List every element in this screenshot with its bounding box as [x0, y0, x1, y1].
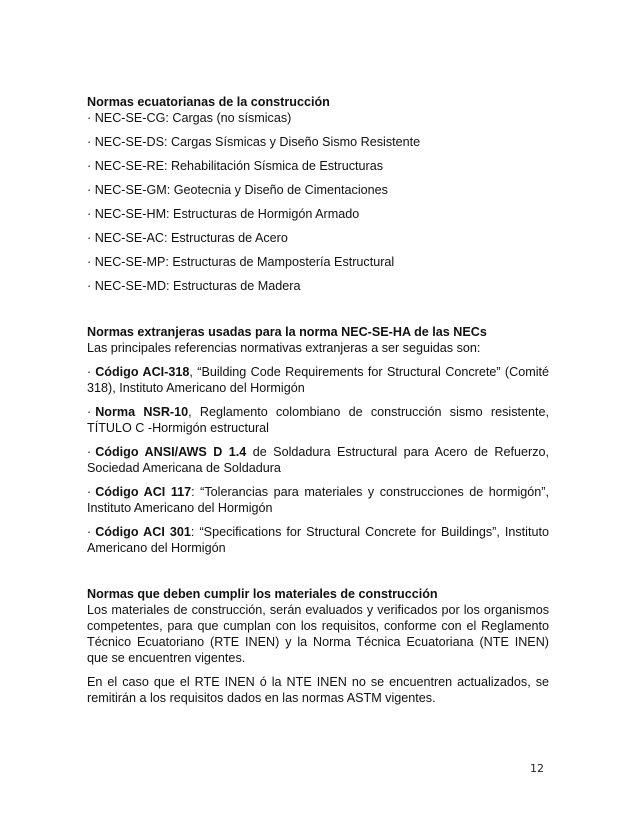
bullet: · — [87, 365, 92, 379]
reference-text: : “Tolerancias para materiales y construcciones de hormigón”, Instituto Americano del Hormigón — [87, 485, 549, 515]
section-heading-material-norms: Normas que deben cumplir los materiales de construcción — [87, 587, 438, 601]
reference-item — [87, 524, 549, 556]
list-item: · NEC-SE-CG: Cargas (no sísmicas) — [87, 111, 292, 125]
bullet: · — [87, 525, 92, 539]
body-paragraph: En el caso que el RTE INEN ó la NTE INEN no se encuentren actualizados, se remitirán a los requisitos dados en las normas ASTM vigentes. — [87, 675, 549, 705]
reference-item — [87, 484, 549, 516]
list-item: · NEC-SE-MP: Estructuras de Mampostería Estructural — [87, 255, 395, 269]
reference-item — [87, 404, 549, 436]
section-heading-foreign-norms: Normas extranjeras usadas para la norma NEC-SE-HA de las NECs — [87, 325, 487, 339]
reference-code: Código ANSI/AWS D 1.4 — [95, 445, 247, 459]
list-item: · NEC-SE-MD: Estructuras de Madera — [87, 279, 301, 293]
bullet: · — [87, 485, 92, 499]
reference-code: Código ACI 117 — [95, 485, 192, 499]
list-item: · NEC-SE-RE: Rehabilitación Sísmica de Estructuras — [87, 159, 384, 173]
list-item: · NEC-SE-AC: Estructuras de Acero — [87, 231, 288, 245]
reference-text: , Reglamento colombiano de construcción sismo resistente, TÍTULO C -Hormigón estructural — [87, 405, 550, 435]
list-item: · NEC-SE-GM: Geotecnia y Diseño de Cimentaciones — [87, 183, 388, 197]
list-item: · NEC-SE-DS: Cargas Sísmicas y Diseño Sismo Resistente — [87, 135, 421, 149]
reference-code: Código ACI-318 — [95, 365, 190, 379]
page-content — [87, 94, 549, 706]
reference-item — [87, 364, 549, 396]
list-item: · NEC-SE-HM: Estructuras de Hormigón Armado — [87, 207, 360, 221]
body-paragraph: Los materiales de construcción, serán evaluados y verificados por los organismos competentes, para que cumplan con los requisitos, conforme con el Reglamento Técnico Ecuatoriano (RTE INEN) y la Norma Técnica Ecuatoriana (NTE INEN) que se encuentren vigentes. — [87, 603, 549, 665]
section-heading-ecuadorian-norms: Normas ecuatorianas de la construcción — [87, 95, 330, 109]
reference-code: Código ACI 301 — [95, 525, 191, 539]
reference-text: de Soldadura Estructural para Acero de Refuerzo, Sociedad Americana de Soldadura — [87, 445, 549, 475]
section-intro: Las principales referencias normativas extranjeras a ser seguidas son: — [87, 341, 481, 355]
reference-item — [87, 444, 549, 476]
reference-text: : “Specifications for Structural Concrete for Buildings”, Instituto Americano del Hormigón — [87, 525, 549, 555]
page-number: 12 — [530, 762, 544, 775]
bullet: · — [87, 405, 92, 419]
reference-text: , “Building Code Requirements for Structural Concrete” (Comité 318), Instituto Americano del Hormigón — [87, 365, 549, 395]
bullet: · — [87, 445, 92, 459]
reference-code: Norma NSR-10 — [95, 405, 189, 419]
